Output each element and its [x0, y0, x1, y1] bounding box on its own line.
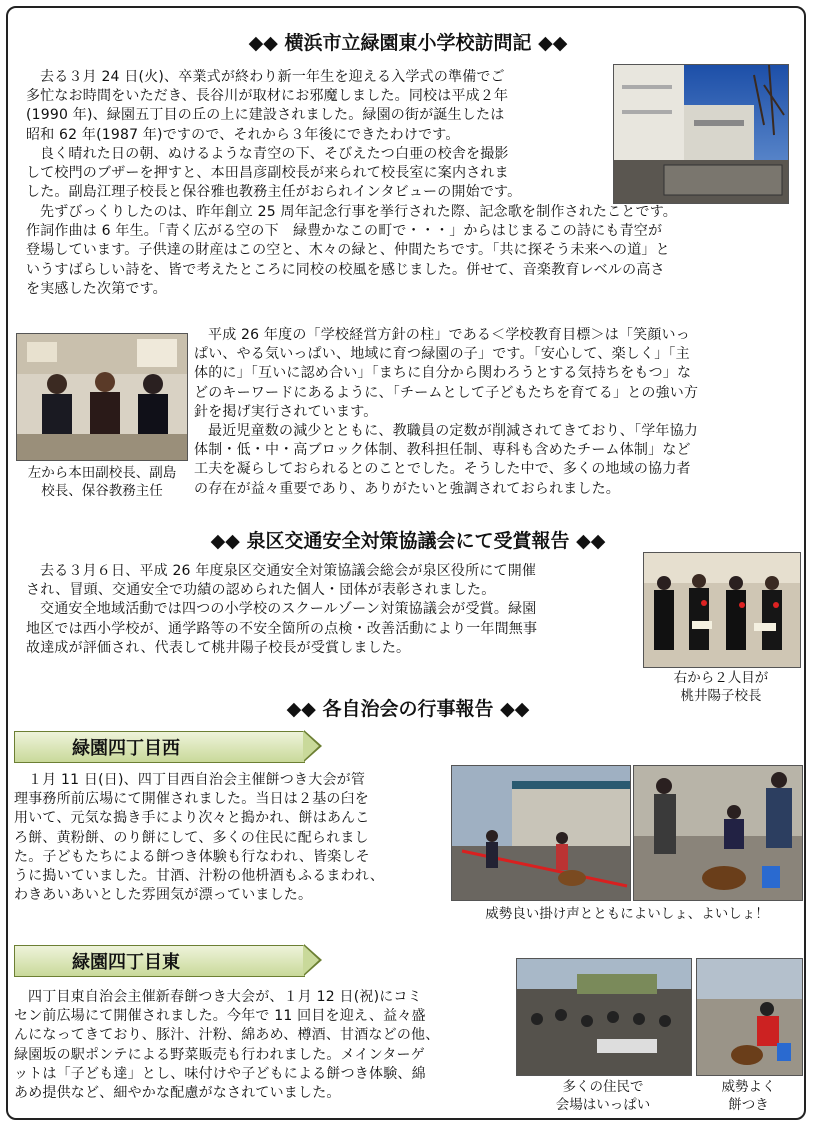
school-visit-song — [26, 203, 796, 299]
caption-line: 桃井陽子校長 — [680, 688, 762, 704]
east-heading-ribbon — [14, 945, 322, 975]
school-visit-title: ◆◆ 横浜市立緑園東小学校訪問記 ◆◆ — [248, 32, 568, 54]
text-line: 登場しています。子供達の財産はこの空と、木々の緑と、仲間たちです。「共に探そう未来への道」と — [26, 242, 670, 259]
text-line: 工夫を凝らしておられるとのことでした。そうした中で、多くの地域の協力者 — [194, 461, 691, 478]
text-line: の存在が益々重要であり、ありがたいと強調されておられました。 — [194, 480, 620, 497]
caption-line: 多くの住民で — [562, 1079, 644, 1095]
east-body — [14, 988, 512, 1103]
text-line: 最近児童数の減少とともに、教職員の定数が削減されてきており、「学年協力 — [208, 423, 698, 440]
text-line: 地区では西小学校が、通学路等の不安全箇所の点検・改善活動により一年間無事 — [26, 620, 538, 637]
west-mochi-photo-2 — [633, 765, 803, 901]
text-line: 平成 26 年度の「学校経営方針の柱」である＜学校教育目標＞は「笑顔いっ — [208, 327, 690, 343]
caption-line: 右から２人目が — [673, 670, 769, 686]
text-line: あめ提供など、細やかな配慮がなされていました。 — [14, 1085, 341, 1102]
west-photo-caption: 威勢良い掛け声とともによいしょ、よいしょ！ — [485, 906, 769, 922]
caption-line: 会場はいっぱい — [555, 1097, 651, 1113]
traffic-award-title: ◆◆ 泉区交通安全対策協議会にて受賞報告 ◆◆ — [210, 530, 606, 552]
text-line: 去る３月 24 日(火)、卒業式が終わり新一年生を迎える入学式の準備でご — [40, 69, 505, 85]
west-heading: 緑園四丁目西 — [72, 738, 180, 759]
events-report-title: ◆◆ 各自治会の行事報告 ◆◆ — [286, 698, 530, 720]
east-photo-caption-2 — [696, 1078, 801, 1114]
text-line: 交通安全地域活動では四つの小学校のスクールゾーン対策協議会が受賞。緑園 — [40, 601, 537, 618]
text-line: 故達成が評価され、代表して桃井陽子校長が受賞しました。 — [26, 639, 411, 656]
text-line: 良く晴れた日の朝、ぬけるような青空の下、そびえたつ白亜の校舎を撮影 — [40, 145, 509, 162]
text-line: どのキーワードにあるように、「チームとして子どもたちを育てる」との強い方 — [194, 384, 699, 401]
text-line: ぱい、やる気いっぱい、地域に育つ緑園の子」です。「安心して、楽しく」「主 — [194, 346, 690, 363]
east-photo-caption-1 — [516, 1078, 690, 1114]
text-line: 体的に」「互いに認め合い」「まちに自分から関わろうとする気持ちをもつ」な — [194, 365, 692, 382]
west-mochi-photo-1 — [451, 765, 631, 901]
text-line: んになってきており、豚汁、汁粉、綿あめ、樽酒、甘酒などの他、 — [14, 1027, 440, 1044]
text-line: 体制・低・中・高ブロック体制、教科担任制、専科も含めたチーム体制」など — [194, 442, 691, 459]
text-line: した。副島江理子校長と保谷雅也教務主任がおられインタビューの開始です。 — [26, 184, 522, 201]
traffic-award-body — [26, 562, 638, 658]
text-line: 作詞作曲は 6 年生。「青く広がる空の下 緑豊かなこの町で・・・」からはじまるこの詩にも青空が — [26, 223, 663, 240]
text-line: 用いて、元気な搗き手により次々と搗かれ、餅はあんこ — [14, 810, 370, 827]
photo-caption — [12, 464, 192, 500]
east-heading: 緑園四丁目東 — [72, 952, 180, 973]
school-visit-intro — [26, 68, 610, 202]
east-mochi-photo — [696, 958, 803, 1076]
text-line: を実感した次第です。 — [26, 280, 167, 297]
text-line: (1990 年)、緑園五丁目の丘の上に建設されました。緑園の街が誕生したは — [26, 107, 505, 124]
text-line: 針を掲げ実行されています。 — [194, 403, 378, 420]
text-line: 先ずびっくりしたのは、昨年創立 25 周年記念行事を挙行された際、記念歌を制作されたことです。 — [40, 204, 677, 220]
text-line: され、冒頭、交通安全で功績の認められた個人・団体が表彰されました。 — [26, 582, 496, 599]
text-line: 四丁目東自治会主催新春餅つき大会が、１月 12 日(祝)にコミ — [28, 989, 422, 1005]
west-heading-ribbon — [14, 731, 322, 761]
text-line: セン前広場にて開催されました。今年で 11 回目を迎え、益々盛 — [14, 1008, 426, 1025]
text-line: １月 11 日(日)、四丁目西自治会主催餅つき大会が管 — [28, 772, 366, 788]
text-line: ろ餅、黄粉餅、のり餅にして、多くの住民に配られまし — [14, 829, 369, 846]
text-line: 理事務所前広場にて開催されました。当日は２基の臼を — [14, 791, 369, 808]
text-line: た。子どもたちによる餅つき体験も行なわれ、皆楽しそ — [14, 848, 370, 865]
principal-staff-photo — [16, 333, 188, 461]
caption-line: 威勢よく — [721, 1079, 776, 1095]
caption-line: 左から本田副校長、副島 — [27, 465, 177, 481]
text-line: いうすばらしい詩を、皆で考えたところに同校の校風を感じました。併せて、音楽教育レベルの高さ — [26, 261, 665, 278]
text-line: 昭和 62 年(1987 年)ですので、それから３年後にできたわけです。 — [26, 126, 460, 143]
west-body — [14, 771, 446, 905]
caption-line: 餅つき — [728, 1097, 769, 1113]
text-line: うに搗いていました。甘酒、汁粉の他枡酒もふるまわれ、 — [14, 868, 385, 885]
text-line: わきあいあいとした雰囲気が漂っていました。 — [14, 887, 313, 904]
text-line: 去る３月６日、平成 26 年度泉区交通安全対策協議会総会が泉区役所にて開催 — [40, 563, 537, 579]
school-visit-goals — [194, 326, 798, 499]
text-line: ットは「子ども達」とし、味付けや子どもによる餅つき体験、綿 — [14, 1065, 426, 1082]
east-crowd-photo — [516, 958, 692, 1076]
text-line: して校門のブザーを押すと、本田昌彦副校長が来られて校長室に案内されま — [26, 165, 509, 182]
caption-line: 校長、保谷教務主任 — [41, 483, 163, 499]
text-line: 多忙なお時間をいただき、長谷川が取材にお邪魔しました。同校は平成２年 — [26, 88, 509, 105]
school-building-photo — [613, 64, 789, 204]
award-ceremony-photo — [643, 552, 801, 668]
text-line: 緑園坂の駅ポンテによる野菜販売も行われました。メインターゲ — [14, 1046, 425, 1063]
